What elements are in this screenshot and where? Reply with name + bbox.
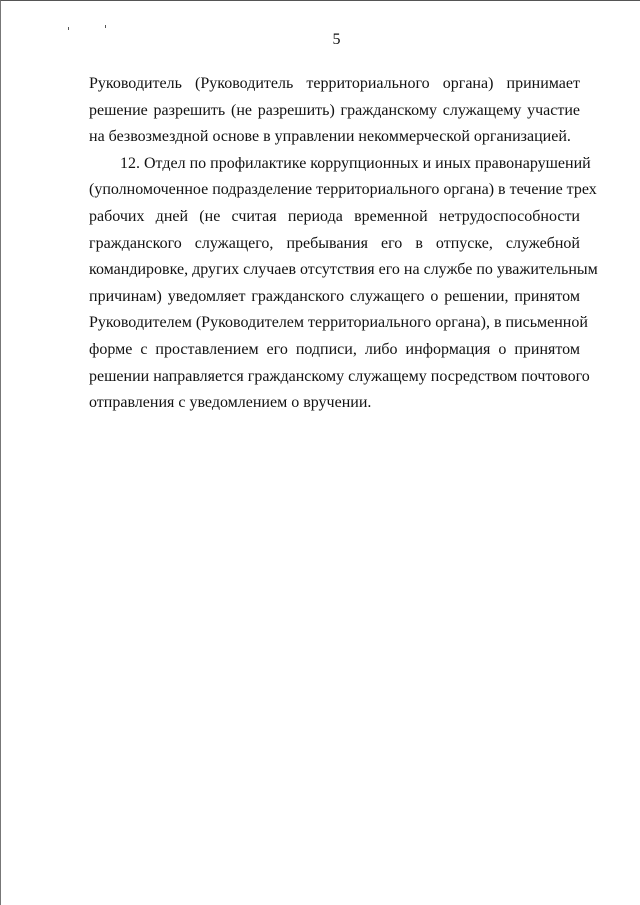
scan-artifact <box>68 27 69 30</box>
text-line: 12. Отдел по профилактике коррупционных и иных правонарушений <box>120 154 591 172</box>
text-line: на безвозмездной основе в управлении некоммерческой организацией. <box>89 128 571 146</box>
text-line: (уполномоченное подразделение территориального органа) в течение трех <box>89 181 597 199</box>
text-line: Руководитель (Руководитель территориального органа) принимает <box>89 75 580 92</box>
paragraph-decision <box>89 71 580 151</box>
text-line: причинам) уведомляет гражданского служащего о решении, принятом <box>89 287 580 305</box>
page-number: 5 <box>332 31 341 48</box>
scan-artifact <box>105 25 106 28</box>
text-line: отправления с уведомлением о вручении. <box>89 394 372 412</box>
text-line: решение разрешить (не разрешить) гражданскому служащему участие <box>89 101 580 119</box>
document-body <box>89 71 598 417</box>
text-line: форме с проставлением его подписи, либо информация о принятом <box>89 340 580 358</box>
text-line: рабочих дней (не считая периода временной нетрудоспособности <box>89 207 580 225</box>
paragraph-item-12 <box>89 151 598 417</box>
text-line: Руководителем (Руководителем территориального органа), в письменной <box>89 314 588 332</box>
text-line: решении направляется гражданскому служащему посредством почтового <box>89 367 590 385</box>
text-line: гражданского служащего, пребывания его в отпуске, служебной <box>89 234 580 252</box>
text-line: командировке, других случаев отсутствия его на службе по уважительным <box>89 261 598 279</box>
